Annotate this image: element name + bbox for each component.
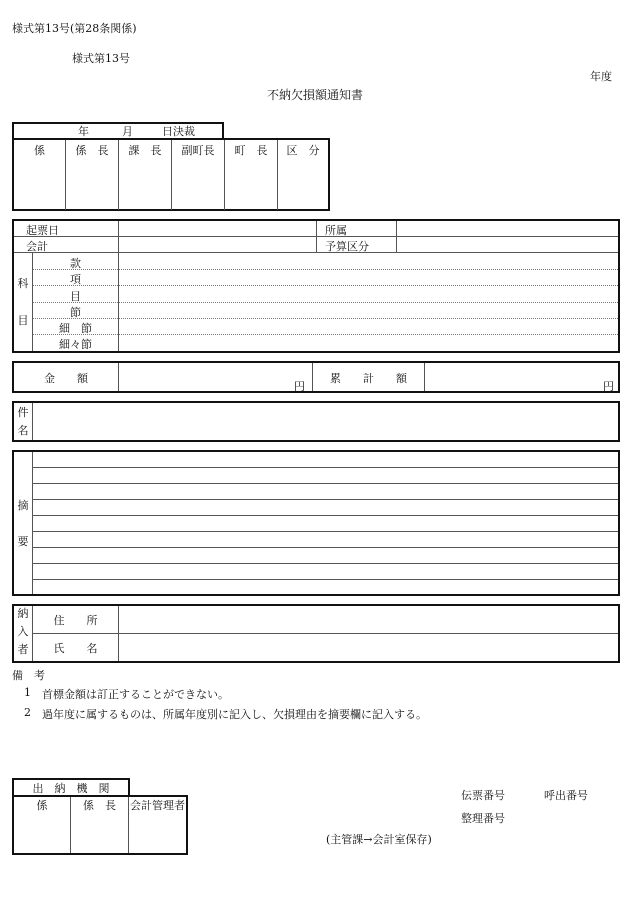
subject-label-1: 科: [17, 277, 29, 290]
treasury-col-accounting-manager: 会計管理者: [130, 799, 185, 812]
fiscal-year-label: 年度: [590, 70, 612, 83]
department-label: 所属: [325, 224, 347, 237]
note-2-text: 過年度に属するものは、所属年度別に記入し、欠損理由を摘要欄に記入する。: [42, 708, 427, 721]
draft-date-label: 起票日: [26, 224, 59, 237]
treasury-title: 出 納 機 関: [32, 782, 110, 795]
note-2-number: 2: [24, 706, 31, 719]
approval-col-staff: 係: [34, 144, 45, 157]
matter-label-2: 名: [17, 424, 29, 437]
payer-label-2: 入: [17, 625, 29, 638]
approval-col-chief: 係 長: [75, 144, 109, 157]
treasury-col-staff: 係: [36, 799, 48, 812]
cumulative-yen-unit: 円: [603, 380, 614, 393]
subject-row-kou: 項: [70, 273, 81, 286]
subject-row-saisaisetsu: 細々節: [59, 338, 92, 351]
approval-col-section-head: 課 長: [128, 144, 162, 157]
subject-label-2: 目: [17, 314, 29, 327]
storage-note: (主管課→会計室保存): [326, 833, 432, 846]
slip-number-label: 伝票番号: [461, 789, 505, 802]
summary-label-2: 要: [17, 535, 29, 548]
cumulative-amount-label: 累 計 額: [330, 372, 407, 385]
summary-label-1: 摘: [17, 499, 29, 512]
name-label: 氏 名: [53, 642, 98, 655]
amount-yen-unit: 円: [294, 380, 305, 393]
approval-day-label: 日決裁: [162, 125, 195, 138]
call-number-label: 呼出番号: [544, 789, 588, 802]
address-label: 住 所: [53, 614, 98, 627]
payer-label-1: 納: [17, 607, 29, 620]
page-title: 不納欠損額通知書: [266, 88, 363, 102]
treasury-col-chief: 係 長: [83, 799, 116, 812]
approval-col-category: 区 分: [286, 144, 320, 157]
matter-label-1: 件: [17, 406, 29, 419]
form-reference: 様式第13号(第28条関係): [12, 22, 137, 35]
approval-month-label: 月: [122, 125, 133, 138]
payer-label-3: 者: [17, 643, 29, 656]
approval-col-mayor: 町 長: [234, 144, 268, 157]
approval-year-label: 年: [78, 125, 89, 138]
reference-number-label: 整理番号: [461, 812, 505, 825]
account-label: 会計: [26, 240, 48, 253]
note-1-number: 1: [24, 686, 31, 699]
subject-row-moku: 目: [70, 290, 81, 303]
amount-label: 金 額: [44, 372, 88, 385]
subject-row-saisetsu: 細 節: [59, 322, 92, 335]
approval-col-deputy-mayor: 副町長: [181, 144, 215, 157]
form-number: 様式第13号: [72, 52, 130, 65]
subject-row-setsu: 節: [70, 306, 81, 319]
subject-row-kan: 款: [70, 257, 81, 270]
budget-category-label: 予算区分: [325, 240, 369, 253]
note-1-text: 首標金額は訂正することができない。: [42, 688, 229, 701]
notes-title: 備 考: [12, 669, 45, 682]
